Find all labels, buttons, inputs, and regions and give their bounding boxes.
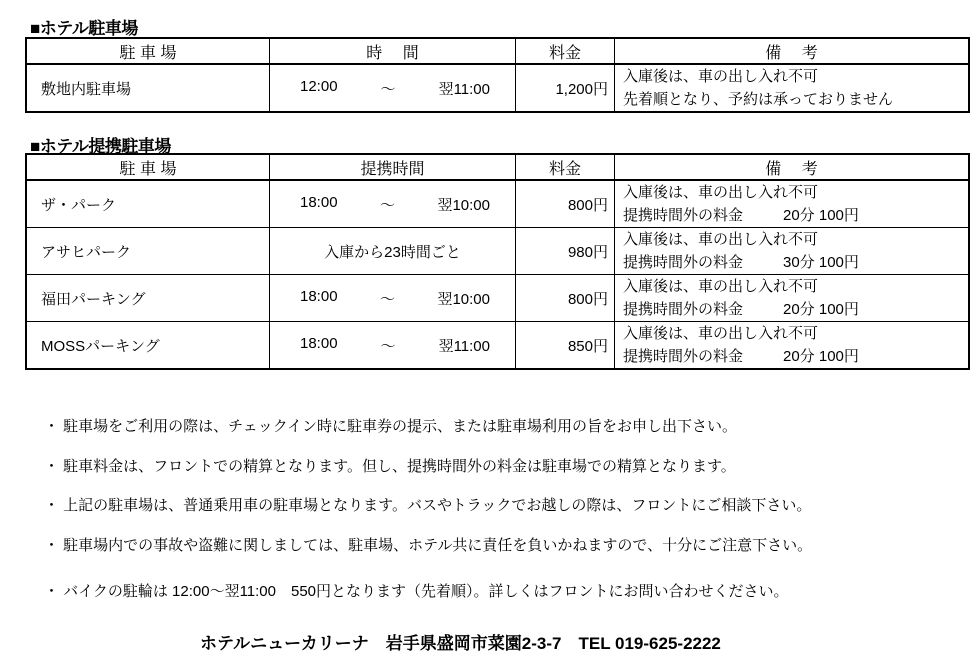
parking-fee: 800円 xyxy=(516,275,615,322)
parking-name: ザ・パーク xyxy=(26,180,270,228)
parking-remarks xyxy=(615,64,970,112)
table-row xyxy=(26,180,969,228)
time-sep: ～ xyxy=(379,196,395,214)
header-remarks: 備 考 xyxy=(615,154,970,180)
parking-name: アサヒパーク xyxy=(26,228,270,275)
note-item: ・ バイクの駐輪は 12:00～翌11:00 550円となります（先着順）。詳しくはフロントにお問い合わせください。 xyxy=(44,583,789,600)
remark-line: 入庫後は、車の出し入れ不可 xyxy=(623,68,819,85)
header-parking: 駐 車 場 xyxy=(26,154,270,180)
parking-time xyxy=(270,275,516,322)
extra-fee-label: 提携時間外の料金 xyxy=(623,348,744,365)
hotel-parking-table xyxy=(25,37,970,113)
table-header xyxy=(26,154,969,180)
extra-fee-value: 20分 100円 xyxy=(783,207,859,224)
table-row xyxy=(26,322,969,370)
remark-line: 入庫後は、車の出し入れ不可 xyxy=(623,325,819,342)
parking-name: MOSSパーキング xyxy=(26,322,270,370)
extra-fee-label: 提携時間外の料金 xyxy=(623,301,744,318)
header-time: 時 間 xyxy=(270,38,516,64)
extra-fee-value: 20分 100円 xyxy=(783,301,859,318)
time-sep: ～ xyxy=(380,337,396,355)
parking-remarks xyxy=(615,180,970,228)
parking-remarks xyxy=(615,275,970,322)
parking-remarks xyxy=(615,228,970,275)
time-to: 翌10:00 xyxy=(437,196,490,214)
remark-line: 先着順となり、予約は承っておりません xyxy=(623,91,894,108)
remark-line: 入庫後は、車の出し入れ不可 xyxy=(623,184,819,201)
time-from: 18:00 xyxy=(300,334,338,352)
parking-time: 入庫から23時間ごと xyxy=(270,228,516,275)
section-title-partner-parking: ■ホテル提携駐車場 xyxy=(30,137,171,156)
time-from: 18:00 xyxy=(300,193,338,211)
header-remarks: 備 考 xyxy=(615,38,970,64)
time-to: 翌11:00 xyxy=(438,80,490,98)
parking-name: 敷地内駐車場 xyxy=(26,64,270,112)
table-row xyxy=(26,275,969,322)
remark-line: 入庫後は、車の出し入れ不可 xyxy=(623,231,819,248)
header-fee: 料金 xyxy=(516,154,615,180)
parking-name: 福田パーキング xyxy=(26,275,270,322)
parking-fee: 980円 xyxy=(516,228,615,275)
time-from: 18:00 xyxy=(300,287,338,305)
header-fee: 料金 xyxy=(516,38,615,64)
parking-time xyxy=(270,180,516,228)
extra-fee-label: 提携時間外の料金 xyxy=(623,207,744,224)
parking-fee: 850円 xyxy=(516,322,615,370)
extra-fee-value: 20分 100円 xyxy=(783,348,859,365)
extra-fee-value: 30分 100円 xyxy=(783,254,859,271)
table-row xyxy=(26,228,969,275)
partner-parking-table xyxy=(25,153,970,370)
time-from: 12:00 xyxy=(300,77,338,95)
section-title-hotel-parking: ■ホテル駐車場 xyxy=(30,19,138,38)
parking-time xyxy=(270,322,516,370)
extra-fee-label: 提携時間外の料金 xyxy=(623,254,744,271)
parking-fee: 800円 xyxy=(516,180,615,228)
table-row xyxy=(26,64,969,112)
header-partner-time: 提携時間 xyxy=(270,154,516,180)
header-parking: 駐 車 場 xyxy=(26,38,270,64)
time-to: 翌10:00 xyxy=(437,290,490,308)
time-sep: ～ xyxy=(380,80,396,98)
hotel-contact-footer: ホテルニューカリーナ 岩手県盛岡市菜園2-3-7 TEL 019-625-2222 xyxy=(200,634,721,653)
time-sep: ～ xyxy=(379,290,395,308)
time-to: 翌11:00 xyxy=(438,337,490,355)
parking-fee: 1,200円 xyxy=(516,64,615,112)
remark-line: 入庫後は、車の出し入れ不可 xyxy=(623,278,819,295)
table-header xyxy=(26,38,969,64)
note-item: ・ 上記の駐車場は、普通乗用車の駐車場となります。バスやトラックでお越しの際は、フロントにご相談下さい。 xyxy=(44,497,812,514)
parking-remarks xyxy=(615,322,970,370)
parking-time xyxy=(270,64,516,112)
note-item: ・ 駐車場内での事故や盗難に関しましては、駐車場、ホテル共に責任を負いかねますので、十分にご注意下さい。 xyxy=(44,537,813,554)
note-item: ・ 駐車場をご利用の際は、チェックイン時に駐車券の提示、または駐車場利用の旨をお申し出下さい。 xyxy=(44,418,737,435)
note-item: ・ 駐車料金は、フロントでの精算となります。但し、提携時間外の料金は駐車場での精算となります。 xyxy=(44,458,736,475)
